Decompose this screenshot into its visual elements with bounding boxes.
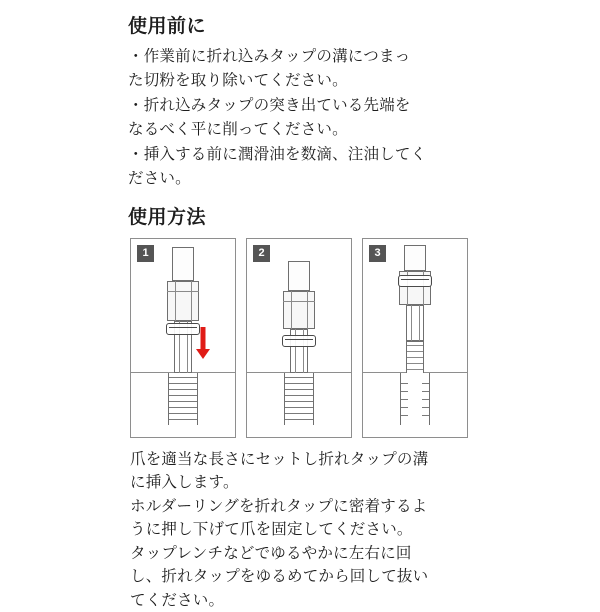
tool-hex-facet	[191, 281, 192, 321]
list-item: ・挿入する前に潤滑油を数滴、注油してく	[128, 144, 427, 163]
usage-figure-1	[130, 238, 236, 438]
usage-figure-3	[362, 238, 468, 438]
list-item: た切粉を取り除いてください。	[128, 71, 348, 90]
extracted-tap-thread	[407, 369, 423, 370]
caption-line: し、折れタップをゆるめてから回して抜い	[130, 567, 429, 586]
tool-hex-edge	[283, 301, 315, 302]
figure-step-badge: 3	[369, 245, 386, 262]
caption-line: ホルダーリングを折れタップに密着するよ	[130, 496, 428, 515]
figure-step-badge: 2	[253, 245, 270, 262]
list-item: なるべく平に削ってください。	[128, 120, 348, 139]
broken-tap	[284, 373, 314, 425]
tool-claw-groove	[411, 305, 412, 341]
extracted-tap-thread	[407, 351, 423, 352]
before-use-list	[128, 45, 578, 191]
caption-line: タップレンチなどでゆるやかに左右に回	[130, 543, 412, 562]
tool-hex-body	[167, 281, 199, 321]
tool-hex-body	[283, 291, 315, 329]
caption-line: うに押し下げて爪を固定してください。	[130, 520, 413, 539]
holder-ring	[282, 335, 316, 347]
tool-claw	[406, 305, 424, 341]
tool-hex-edge	[167, 291, 199, 292]
extractor-tool	[398, 245, 432, 373]
caption-line: てください。	[130, 590, 225, 609]
list-item: ・折れ込みタップの突き出ている先端を	[128, 95, 411, 114]
list-item: ・作業前に折れ込みタップの溝につまっ	[128, 46, 411, 65]
extracted-tap-thread	[407, 363, 423, 364]
tool-hex-facet	[307, 291, 308, 329]
usage-heading: 使用方法	[128, 205, 207, 228]
usage-figure-2	[246, 238, 352, 438]
tool-shank	[404, 245, 426, 271]
before-use-heading: 使用前に	[128, 15, 207, 37]
tool-claw-groove	[419, 305, 420, 341]
broken-tap	[168, 373, 198, 425]
tool-shank	[288, 261, 310, 291]
extractor-tool	[282, 261, 316, 373]
holder-ring	[398, 275, 432, 287]
caption-line: に挿入します。	[130, 473, 239, 492]
list-item: ださい。	[128, 169, 191, 188]
empty-hole	[400, 373, 430, 425]
extracted-tap-thread	[407, 357, 423, 358]
extracted-tap-thread	[407, 345, 423, 346]
figure-step-badge: 1	[137, 245, 154, 262]
usage-caption	[130, 448, 482, 612]
extractor-tool	[166, 247, 200, 373]
holder-ring	[166, 323, 200, 335]
tool-shank	[172, 247, 194, 281]
tool-hex-facet	[291, 291, 292, 329]
tool-hex-facet	[175, 281, 176, 321]
caption-line: 爪を適当な長さにセットし折れタップの溝	[130, 449, 429, 468]
usage-figure-strip	[130, 238, 470, 438]
